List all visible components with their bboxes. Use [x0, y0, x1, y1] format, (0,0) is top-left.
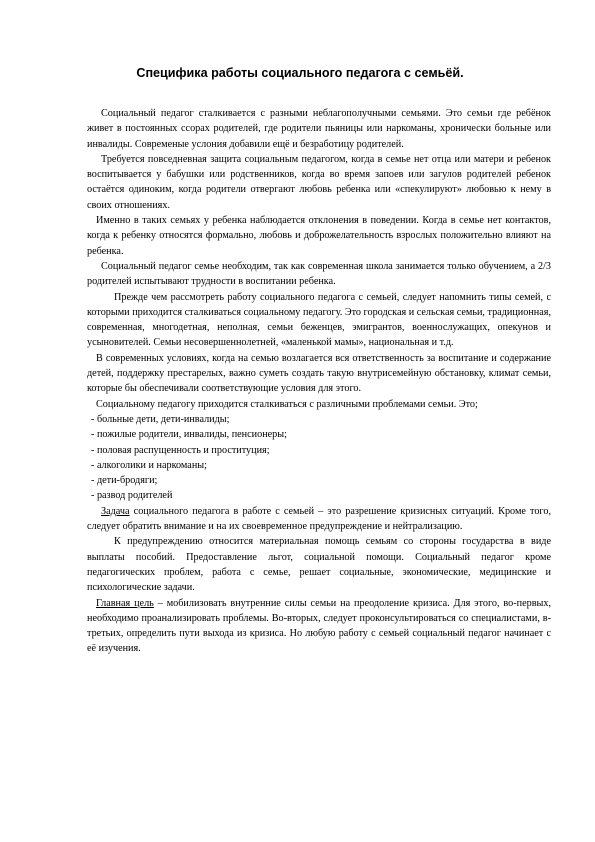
paragraph-goal	[87, 596, 551, 657]
paragraph-protection: Требуется повседневная защита социальным педагогом, когда в семье нет отца или матери и ребенок воспитывается у бабушки или родственников, когда во время запоев или загулов родителей ребенок остаётся одиноким, когда родители отвергают любовь ребенка или «спекулируют» любовью к нему в своих отношениях.	[87, 153, 551, 211]
paragraph-task	[87, 504, 551, 535]
task-text: социального педагога в работе с семьей – это разрешение кризисных ситуаций. Кроме того, следует обратить внимание и на их своевременное предупреждение и нейтрализацию.	[87, 505, 551, 533]
goal-term: Главная цель	[96, 597, 154, 609]
paragraph-problems-intro: Социальному педагогу приходится сталкиваться с различными проблемами семьи. Это;	[96, 398, 478, 410]
document-body	[87, 106, 551, 657]
paragraph-conditions: В современных условиях, когда на семью возлагается вся ответственность за воспитание и содержание детей, поддержку престарелых, важно суметь создать такую внутрисемейную обстановку, климат семьи, которые бы обеспечивали соответствующие условия для этого.	[87, 352, 551, 395]
list-item: - пожилые родители, инвалиды, пенсионеры;	[91, 429, 287, 441]
goal-text: – мобилизовать внутренние силы семьи на преодоление кризиса. Для этого, во-первых, необходимо проанализировать проблемы. Во-вторых, следует проконсультироваться со специалистами, в-третьих, определить пути выхода из кризиса. Но любую работу с семьей социальный педагог начинает с её изучения.	[87, 597, 552, 655]
list-item: - дети-бродяги;	[91, 475, 158, 487]
paragraph-necessity: Социальный педагог семье необходим, так как современная школа занимается только обучением, а 2/3 родителей испытывают трудности в воспитании ребенка.	[87, 260, 551, 288]
paragraph-prevention: К предупреждению относится материальная помощь семьям со стороны государства в виде выплаты пособий. Предоставление льгот, социальной помощи. Социальный педагог кроме педагогических проблем, работа с семье, решает социальные, экономические, медицинские и психологические задачи.	[87, 536, 551, 594]
list-item: - развод родителей	[91, 490, 173, 502]
paragraph-intro: Социальный педагог сталкивается с разными неблагополучными семьями. Это семьи где ребёнок живет в постоянных ссорах родителей, где родители пьяницы или наркоманы, хронически больные или инвалиды. Современые услония добавили ещё и безработицу родителей.	[87, 108, 551, 150]
list-item: - алкоголики и наркоманы;	[91, 459, 207, 471]
list-item: - половая распущенность и проституция;	[91, 444, 270, 456]
task-term: Задача	[101, 505, 130, 517]
list-item: - больные дети, дети-инвалиды;	[91, 413, 230, 425]
paragraph-family-types: Прежде чем рассмотреть работу социального педагога с семьей, следует напомнить типы семей, с которыми приходится сталкиваться социальному педагогу. Это городская и сельская семьи, традиционная, современная, многодетная, неполная, семьи беженцев, эмигрантов, военнослужащих, опекунов и усыновителей. Семьи несовершеннолетней, «маленькой мамы», национальная и т.д.	[87, 291, 551, 349]
document-title: Специфика работы социального педагога с семьёй.	[136, 66, 464, 80]
problems-list	[87, 412, 551, 504]
paragraph-deviations: Именно в таких семьях у ребенка наблюдается отклонения в поведении. Когда в семье нет контактов, когда к ребенку относятся формально, любовь и доброжелательность взрослых положительно влияют на ребенка.	[87, 215, 551, 257]
